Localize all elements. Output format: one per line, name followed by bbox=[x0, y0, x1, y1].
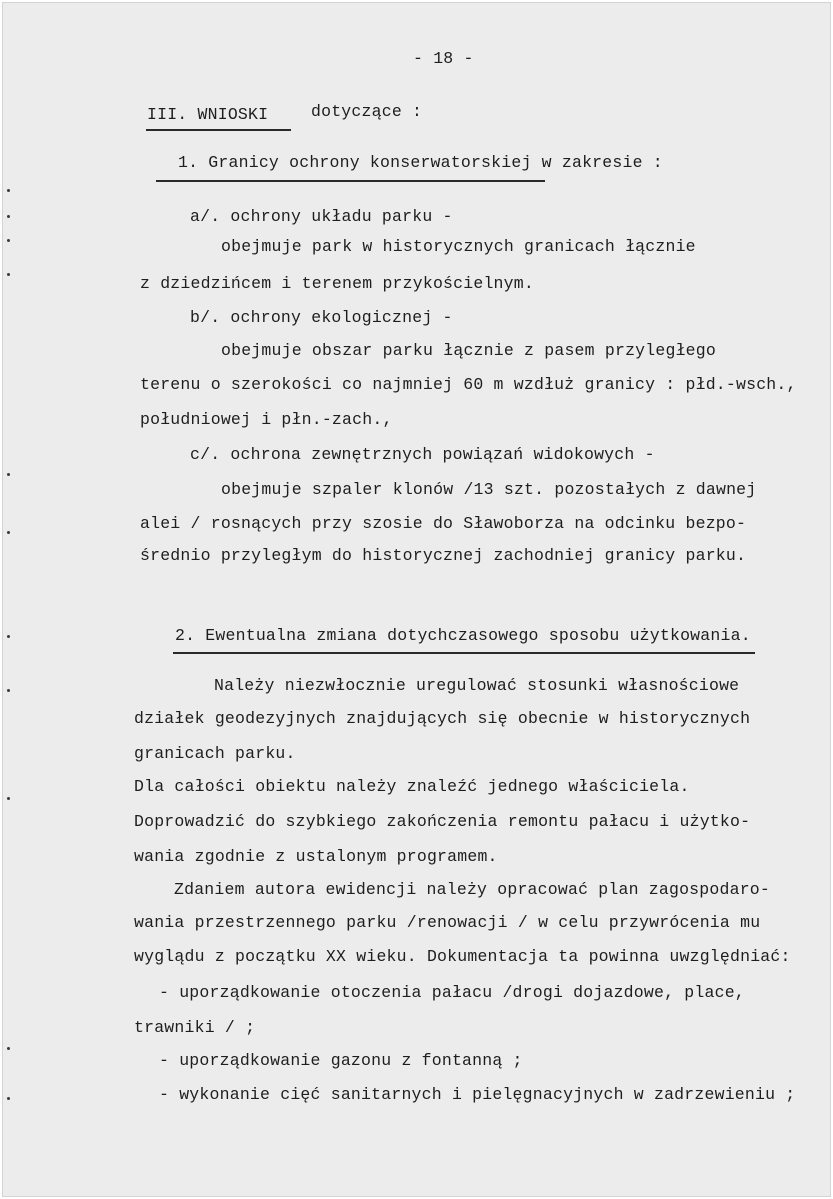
item-b-line-1: obejmuje obszar parku łącznie z pasem przyległego bbox=[221, 341, 716, 360]
list-item-1-line-1: - uporządkowanie otoczenia pałacu /drogi dojazdowe, place, bbox=[159, 983, 745, 1002]
margin-mark bbox=[7, 189, 10, 192]
item-b-line-2: terenu o szerokości co najmniej 60 m wzdłuż granicy : płd.-wsch., bbox=[140, 375, 797, 394]
list-item-3: - wykonanie cięć sanitarnych i pielęgnacyjnych w zadrzewieniu ; bbox=[159, 1085, 796, 1104]
item-c-line-2: alei / rosnących przy szosie do Sławoborza na odcinku bezpo- bbox=[140, 514, 747, 533]
list-item-1-line-2: trawniki / ; bbox=[134, 1018, 256, 1037]
list-item-2: - uporządkowanie gazonu z fontanną ; bbox=[159, 1051, 523, 1070]
item-c-label: c/. ochrona zewnętrznych powiązań widokowych - bbox=[190, 445, 655, 464]
margin-mark bbox=[7, 1047, 10, 1050]
heading-underline bbox=[146, 129, 291, 131]
paragraph4-line-2: wania przestrzennego parku /renowacji / w celu przywrócenia mu bbox=[134, 913, 761, 932]
section1-underline bbox=[156, 180, 545, 182]
margin-mark bbox=[7, 797, 10, 800]
item-c-line-1: obejmuje szpaler klonów /13 szt. pozostałych z dawnej bbox=[221, 480, 757, 499]
margin-mark bbox=[7, 239, 10, 242]
margin-mark bbox=[7, 689, 10, 692]
item-a-label: a/. ochrony układu parku - bbox=[190, 207, 453, 226]
margin-mark bbox=[7, 531, 10, 534]
margin-mark bbox=[7, 215, 10, 218]
item-a-line-1: obejmuje park w historycznych granicach łącznie bbox=[221, 237, 696, 256]
section-heading-suffix: dotyczące : bbox=[311, 102, 423, 121]
section-heading-title: III. WNIOSKI bbox=[147, 105, 269, 124]
margin-mark bbox=[7, 273, 10, 276]
item-c-line-3: średnio przyległym do historycznej zachodniej granicy parku. bbox=[140, 546, 747, 565]
margin-mark bbox=[7, 1097, 10, 1100]
item-b-line-3: południowej i płn.-zach., bbox=[140, 410, 393, 429]
page-number: - 18 - bbox=[413, 49, 474, 68]
paragraph2-line-1: Dla całości obiektu należy znaleźć jednego właściciela. bbox=[134, 777, 690, 796]
section2-title: 2. Ewentualna zmiana dotychczasowego sposobu użytkowania. bbox=[175, 626, 751, 645]
margin-mark bbox=[7, 473, 10, 476]
item-b-label: b/. ochrony ekologicznej - bbox=[190, 308, 453, 327]
paragraph3-line-1: Doprowadzić do szybkiego zakończenia remontu pałacu i użytko- bbox=[134, 812, 751, 831]
paragraph4-line-3: wyglądu z początku XX wieku. Dokumentacja ta powinna uwzględniać: bbox=[134, 947, 791, 966]
section1-title: 1. Granicy ochrony konserwatorskiej w zakresie : bbox=[178, 153, 663, 172]
document-page bbox=[2, 2, 831, 1197]
section2-underline bbox=[173, 652, 755, 654]
margin-mark bbox=[7, 635, 10, 638]
paragraph1-line-1: Należy niezwłocznie uregulować stosunki własnościowe bbox=[214, 676, 740, 695]
paragraph1-line-2: działek geodezyjnych znajdujących się obecnie w historycznych bbox=[134, 709, 751, 728]
paragraph3-line-2: wania zgodnie z ustalonym programem. bbox=[134, 847, 498, 866]
item-a-line-2: z dziedzińcem i terenem przykościelnym. bbox=[140, 274, 534, 293]
paragraph1-line-3: granicach parku. bbox=[134, 744, 296, 763]
paragraph4-line-1: Zdaniem autora ewidencji należy opracować plan zagospodaro- bbox=[174, 880, 770, 899]
